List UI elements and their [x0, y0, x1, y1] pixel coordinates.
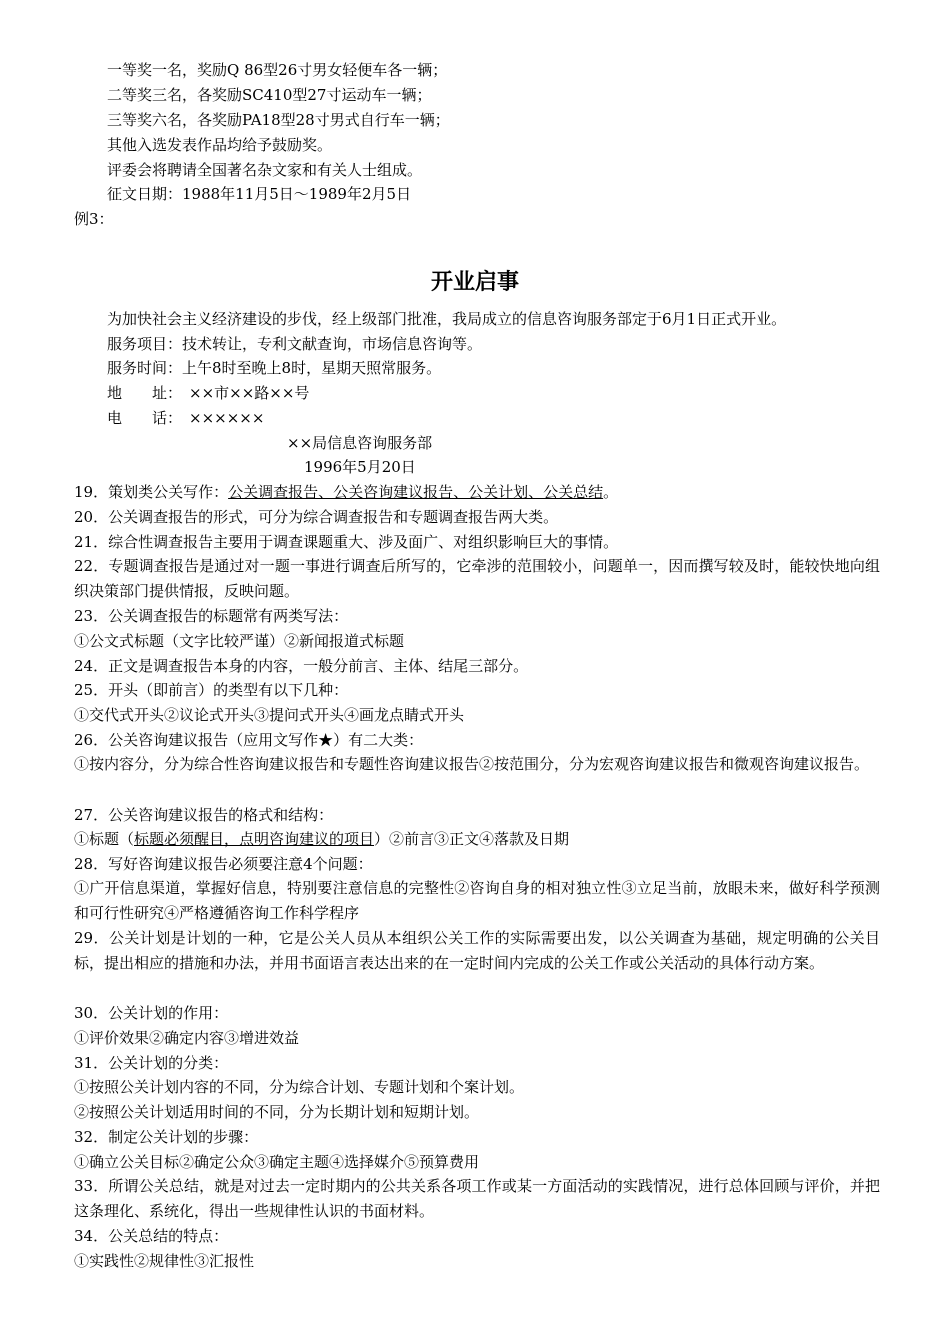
- item-27: 27．公关咨询建议报告的格式和结构：: [74, 806, 334, 824]
- contest-dates: 征文日期：1988年11月5日～1989年2月5日: [107, 185, 412, 203]
- item-30: 30．公关计划的作用：: [74, 1004, 229, 1022]
- notice-intro: 为加快社会主义经济建设的步伐，经上级部门批准，我局成立的信息咨询服务部定于6月1日正式开业。: [107, 310, 787, 328]
- example-label: 例3：: [74, 210, 114, 228]
- item-30-options: ①评价效果②确定内容③增进效益: [74, 1029, 300, 1047]
- item-22: 22．专题调查报告是通过对一题一事进行调查后所写的，它牵涉的范围较小，问题单一，因而撰写较及时，能较快地向组织决策部门提供情报，反映问题。: [74, 557, 880, 600]
- item-34-options: ①实践性②规律性③汇报性: [74, 1252, 255, 1270]
- item-33: 33．所谓公关总结，就是对过去一定时期内的公共关系各项工作或某一方面活动的实践情况，进行总体回顾与评价，并把这条理化、系统化，得出一些规律性认识的书面材料。: [74, 1177, 880, 1220]
- item-27-prefix: ①标题（: [74, 830, 135, 848]
- item-29: 29．公关计划是计划的一种，它是公关人员从本组织公关工作的实际需要出发，以公关调查为基础，规定明确的公关目标，提出相应的措施和办法，并用书面语言表达出来的在一定时间内完成的公关工作或公关活动的具体行动方案。: [74, 929, 880, 972]
- prize-third: 三等奖六名，各奖励PA18型28寸男式自行车一辆；: [107, 111, 450, 129]
- prize-other: 其他入选发表作品均给予鼓励奖。: [107, 136, 333, 154]
- notice-date: 1996年5月20日: [304, 458, 416, 476]
- notice-title: 开业启事: [430, 270, 519, 295]
- item-23-options: ①公文式标题（文字比较严谨）②新闻报道式标题: [74, 632, 405, 650]
- item-27-options: [74, 829, 880, 849]
- item-19: [74, 482, 880, 502]
- phone-value: ××××××: [189, 409, 265, 427]
- item-27-suffix: ）②前言③正文④落款及日期: [374, 830, 570, 848]
- address-value: ××市××路××号: [189, 384, 310, 402]
- item-19-suffix: 。: [603, 483, 619, 501]
- phone-label: 电 话：: [107, 409, 183, 427]
- prize-second: 二等奖三名，各奖励SC410型27寸运动车一辆；: [107, 86, 432, 104]
- item-19-prefix: 19．策划类公关写作：: [74, 483, 229, 501]
- item-24: 24．正文是调查报告本身的内容，一般分前言、主体、结尾三部分。: [74, 657, 529, 675]
- address-label: 地 址：: [107, 384, 183, 402]
- item-31: 31．公关计划的分类：: [74, 1054, 229, 1072]
- item-25-options: ①交代式开头②议论式开头③提问式开头④画龙点睛式开头: [74, 706, 465, 724]
- item-31-option-b: ②按照公关计划适用时间的不同，分为长期计划和短期计划。: [74, 1103, 480, 1121]
- item-34: 34．公关总结的特点：: [74, 1227, 229, 1245]
- item-27-underlined: 标题必须醒目，点明咨询建议的项目: [134, 830, 375, 848]
- prize-first: 一等奖一名，奖励Q 86型26寸男女轻便车各一辆；: [107, 61, 448, 79]
- item-32-options: ①确立公关目标②确定公众③确定主题④选择媒介⑤预算费用: [74, 1153, 480, 1171]
- item-31-option-a: ①按照公关计划内容的不同，分为综合计划、专题计划和个案计划。: [74, 1078, 525, 1096]
- notice-service-items: 服务项目：技术转让，专利文献查询，市场信息咨询等。: [107, 335, 483, 353]
- notice-address: [107, 383, 877, 403]
- item-21: 21．综合性调查报告主要用于调查课题重大、涉及面广、对组织影响巨大的事情。: [74, 533, 619, 551]
- item-20: 20．公关调查报告的形式，可分为综合调查报告和专题调查报告两大类。: [74, 508, 559, 526]
- jury-note: 评委会将聘请全国著名杂文家和有关人士组成。: [107, 161, 423, 179]
- item-32: 32．制定公关计划的步骤：: [74, 1128, 259, 1146]
- item-25: 25．开头（即前言）的类型有以下几种：: [74, 681, 349, 699]
- item-28: 28．写好咨询建议报告必须要注意4个问题：: [74, 855, 373, 873]
- item-28-options: ①广开信息渠道，掌握好信息，特别要注意信息的完整性②咨询自身的相对独立性③立足当前，放眼未来，做好科学预测和可行性研究④严格遵循咨询工作科学程序: [74, 879, 880, 922]
- notice-signature: ××局信息咨询服务部: [287, 434, 433, 452]
- notice-phone: [107, 408, 877, 428]
- item-19-underlined: 公关调查报告、公关咨询建议报告、公关计划、公关总结: [228, 483, 604, 501]
- item-26: 26．公关咨询建议报告（应用文写作★）有二大类：: [74, 731, 424, 749]
- notice-service-hours: 服务时间：上午8时至晚上8时，星期天照常服务。: [107, 359, 442, 377]
- item-23: 23．公关调查报告的标题常有两类写法：: [74, 607, 349, 625]
- item-26-options: ①按内容分，分为综合性咨询建议报告和专题性咨询建议报告②按范围分，分为宏观咨询建议报告和微观咨询建议报告。: [74, 755, 870, 773]
